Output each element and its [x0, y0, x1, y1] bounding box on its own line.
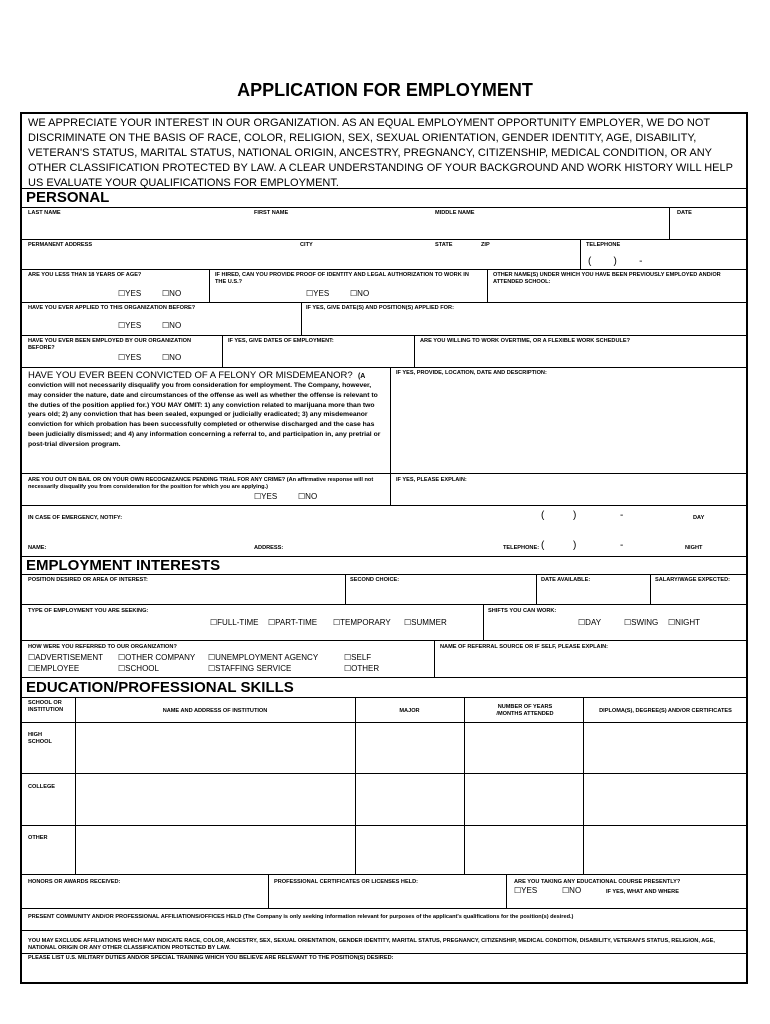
form-title: APPLICATION FOR EMPLOYMENT — [237, 80, 533, 100]
position-label: POSITION DESIRED OR AREA OF INTEREST: — [28, 577, 148, 583]
other-names-label: OTHER NAME(S) UNDER WHICH YOU HAVE BEEN PREVIOUSLY EMPLOYED AND/OR ATTENDED SCHOOL: — [493, 272, 721, 285]
diploma-column-header: DIPLOMA(S), DEGREE(S) AND/OR CERTIFICATES — [599, 708, 732, 714]
bail-yes-checkbox[interactable]: ☐YES — [254, 492, 278, 501]
proof-id-question: IF HIRED, CAN YOU PROVIDE PROOF OF IDENTITY AND LEGAL AUTHORIZATION TO WORK IN THE U.S.? — [215, 272, 469, 285]
course-question: ARE YOU TAKING ANY EDUCATIONAL COURSE PRESENTLY? — [514, 879, 681, 885]
phone-format: ( ) - — [588, 256, 643, 267]
night-shift-checkbox[interactable]: ☐NIGHT — [668, 618, 701, 627]
emergency-name-label: NAME: — [28, 545, 47, 551]
form-frame — [20, 112, 748, 984]
employment-heading: EMPLOYMENT INTERESTS — [26, 557, 221, 574]
night-phone-open: ( — [541, 540, 545, 551]
honors-label: HONORS OR AWARDS RECEIVED: — [28, 879, 121, 885]
proof-id-yes-checkbox[interactable]: ☐YES — [306, 289, 330, 298]
employee-checkbox[interactable]: ☐EMPLOYEE — [28, 664, 80, 673]
bail-explain-label: IF YES, PLEASE EXPLAIN: — [396, 477, 467, 483]
course-yes-checkbox[interactable]: ☐YES — [514, 886, 538, 895]
felony-explain-label: IF YES, PROVIDE, LOCATION, DATE AND DESCRIPTION: — [396, 370, 547, 376]
last-name-label: LAST NAME — [28, 210, 61, 216]
date-available-label: DATE AVAILABLE: — [541, 577, 591, 583]
exclude-note: YOU MAY EXCLUDE AFFILIATIONS WHICH MAY INDICATE RACE, COLOR, ANCESTRY, SEX, SEXUAL ORIENTATION, GENDER IDENTITY, MARITAL STATUS, PREGNANCY, CITIZENSHIP, MEDICAL CONDITION, DISABILITY, VETERAN'S STATUS, RELIGION, AGE, NATIONAL ORIGIN OR ANY OTHER CLASSIFICATION PROTECTED BY LAW. — [28, 938, 715, 951]
certificates-label: PROFESSIONAL CERTIFICATES OR LICENSES HELD: — [274, 879, 418, 885]
emergency-telephone-label: TELEPHONE: — [503, 545, 540, 551]
shifts-label: SHIFTS YOU CAN WORK: — [488, 608, 557, 614]
under18-no-checkbox[interactable]: ☐NO — [162, 289, 182, 298]
night-label: NIGHT — [685, 545, 703, 551]
education-heading: EDUCATION/PROFESSIONAL SKILLS — [26, 679, 294, 696]
school-checkbox[interactable]: ☐SCHOOL — [118, 664, 159, 673]
day-phone-open: ( — [541, 510, 545, 521]
first-name-label: FIRST NAME — [254, 210, 289, 216]
other-company-checkbox[interactable]: ☐OTHER COMPANY — [118, 653, 196, 662]
salary-label: SALARY/WAGE EXPECTED: — [655, 577, 731, 583]
unemployment-agency-checkbox[interactable]: ☐UNEMPLOYMENT AGENCY — [208, 653, 319, 662]
swing-shift-checkbox[interactable]: ☐SWING — [624, 618, 659, 627]
major-column-header: MAJOR — [399, 708, 420, 714]
self-checkbox[interactable]: ☐SELF — [344, 653, 372, 662]
address-label: PERMANENT ADDRESS — [28, 242, 93, 248]
military-label: PLEASE LIST U.S. MILITARY DUTIES AND/OR SPECIAL TRAINING WHICH YOU BELIEVE ARE RELEVANT TO THE POSITION(S) DESIRED: — [28, 955, 394, 961]
felony-question: HAVE YOU EVER BEEN CONVICTED OF A FELONY OR MISDEMEANOR? (A — [28, 370, 366, 381]
school-column-header: SCHOOL OR INSTITUTION — [28, 700, 64, 713]
employed-no-checkbox[interactable]: ☐NO — [162, 353, 182, 362]
personal-heading: PERSONAL — [26, 189, 110, 206]
full-time-checkbox[interactable]: ☐FULL-TIME — [210, 618, 259, 627]
date-label: DATE — [677, 210, 692, 216]
state-label: STATE — [435, 242, 453, 248]
years-column-header: NUMBER OF YEARS /MONTHS ATTENDED — [496, 704, 554, 717]
course-what-label: IF YES, WHAT AND WHERE — [606, 889, 679, 895]
other-row-label: OTHER — [28, 835, 48, 841]
telephone-label: TELEPHONE — [586, 242, 621, 248]
employment-dates-label: IF YES, GIVE DATES OF EMPLOYMENT: — [228, 338, 334, 344]
employed-before-question: HAVE YOU EVER BEEN EMPLOYED BY OUR ORGANIZATION BEFORE? — [28, 338, 192, 351]
applied-before-question: HAVE YOU EVER APPLIED TO THIS ORGANIZATION BEFORE? — [28, 305, 196, 311]
advertisement-checkbox[interactable]: ☐ADVERTISEMENT — [28, 653, 104, 662]
second-choice-label: SECOND CHOICE: — [350, 577, 400, 583]
course-no-checkbox[interactable]: ☐NO — [562, 886, 582, 895]
night-phone-dash: - — [620, 540, 624, 551]
staffing-service-checkbox[interactable]: ☐STAFFING SERVICE — [208, 664, 292, 673]
applied-no-checkbox[interactable]: ☐NO — [162, 321, 182, 330]
other-referral-checkbox[interactable]: ☐OTHER — [344, 664, 380, 673]
temporary-checkbox[interactable]: ☐TEMPORARY — [333, 618, 391, 627]
applied-yes-checkbox[interactable]: ☐YES — [118, 321, 142, 330]
employed-yes-checkbox[interactable]: ☐YES — [118, 353, 142, 362]
part-time-checkbox[interactable]: ☐PART-TIME — [268, 618, 318, 627]
summer-checkbox[interactable]: ☐SUMMER — [404, 618, 447, 627]
employment-type-label: TYPE OF EMPLOYMENT YOU ARE SEEKING: — [28, 608, 149, 614]
high-school-row-label: HIGH SCHOOL — [28, 732, 52, 745]
referred-label: HOW WERE YOU REFERRED TO OUR ORGANIZATION? — [28, 644, 177, 650]
applied-dates-label: IF YES, GIVE DATE(S) AND POSITION(S) APPLIED FOR: — [306, 305, 454, 311]
day-phone-dash: - — [620, 510, 624, 521]
overtime-question: ARE YOU WILLING TO WORK OVERTIME, OR A FLEXIBLE WORK SCHEDULE? — [420, 338, 631, 344]
felony-disclaimer: conviction will not necessarily disqualify you from consideration for employment. The Company, however, may consider the nature, date and circumstances of the offense as well as whether the offense is relevant to the duties of the position applied for.) YOU MAY OMIT: 1) any conviction related to marijuana more than two years old; 2) any conviction that has been sealed, expunged or judicially eradicated; 3) any misdemeanor conviction for which probation has been successfully completed or otherwise discharged and the case has been judicially dismissed; and 4) any information concerning a referral to, and participation in, any pretrial or post-trial diversion program. — [28, 382, 381, 448]
under18-yes-checkbox[interactable]: ☐YES — [118, 289, 142, 298]
referral-name-label: NAME OF REFERRAL SOURCE OR IF SELF, PLEASE EXPLAIN: — [440, 644, 609, 650]
emergency-address-label: ADDRESS: — [254, 545, 284, 551]
affiliations-label: PRESENT COMMUNITY AND/OR PROFESSIONAL AFFILIATIONS/OFFICES HELD (The Company is only seeking information relevant for purposes of the applicant's qualifications for the position(s) desired.) — [28, 914, 574, 920]
day-phone-close: ) — [573, 510, 577, 521]
institution-column-header: NAME AND ADDRESS OF INSTITUTION — [162, 708, 268, 714]
emergency-label: IN CASE OF EMERGENCY, NOTIFY: — [28, 515, 123, 521]
intro-text: WE APPRECIATE YOUR INTEREST IN OUR ORGANIZATION. AS AN EQUAL EMPLOYMENT OPPORTUNITY EMPLOYER, WE DO NOT DISCRIMINATE ON THE BASIS OF RACE, COLOR, RELIGION, SEX, SEXUAL ORIENTATION, GENDER IDENTITY, AGE, DISABILITY, VETERAN'S STATUS, MARITAL STATUS, NATIONAL ORIGIN, ANCESTRY, PREGNANCY, CITIZENSHIP, MEDICAL CONDITION, OR ANY OTHER CLASSIFICATION PROTECTED BY LAW. A CLEAR UNDERSTANDING OF YOUR BACKGROUND AND WORK HISTORY WILL HELP US EVALUATE YOUR QUALIFICATIONS FOR EMPLOYMENT. — [28, 117, 733, 189]
bail-no-checkbox[interactable]: ☐NO — [298, 492, 318, 501]
proof-id-no-checkbox[interactable]: ☐NO — [350, 289, 370, 298]
day-shift-checkbox[interactable]: ☐DAY — [578, 618, 602, 627]
city-label: CITY — [300, 242, 313, 248]
bail-question: ARE YOU OUT ON BAIL OR ON YOUR OWN RECOGNIZANCE PENDING TRIAL FOR ANY CRIME? (An affirmative response will not necessarily disqualify you from consideration for the position for which you are applying.) — [28, 477, 374, 490]
night-phone-close: ) — [573, 540, 577, 551]
middle-name-label: MIDDLE NAME — [435, 210, 475, 216]
college-row-label: COLLEGE — [28, 784, 56, 790]
zip-label: ZIP — [481, 242, 490, 248]
day-label: DAY — [693, 515, 705, 521]
under18-question: ARE YOU LESS THAN 18 YEARS OF AGE? — [28, 272, 142, 278]
